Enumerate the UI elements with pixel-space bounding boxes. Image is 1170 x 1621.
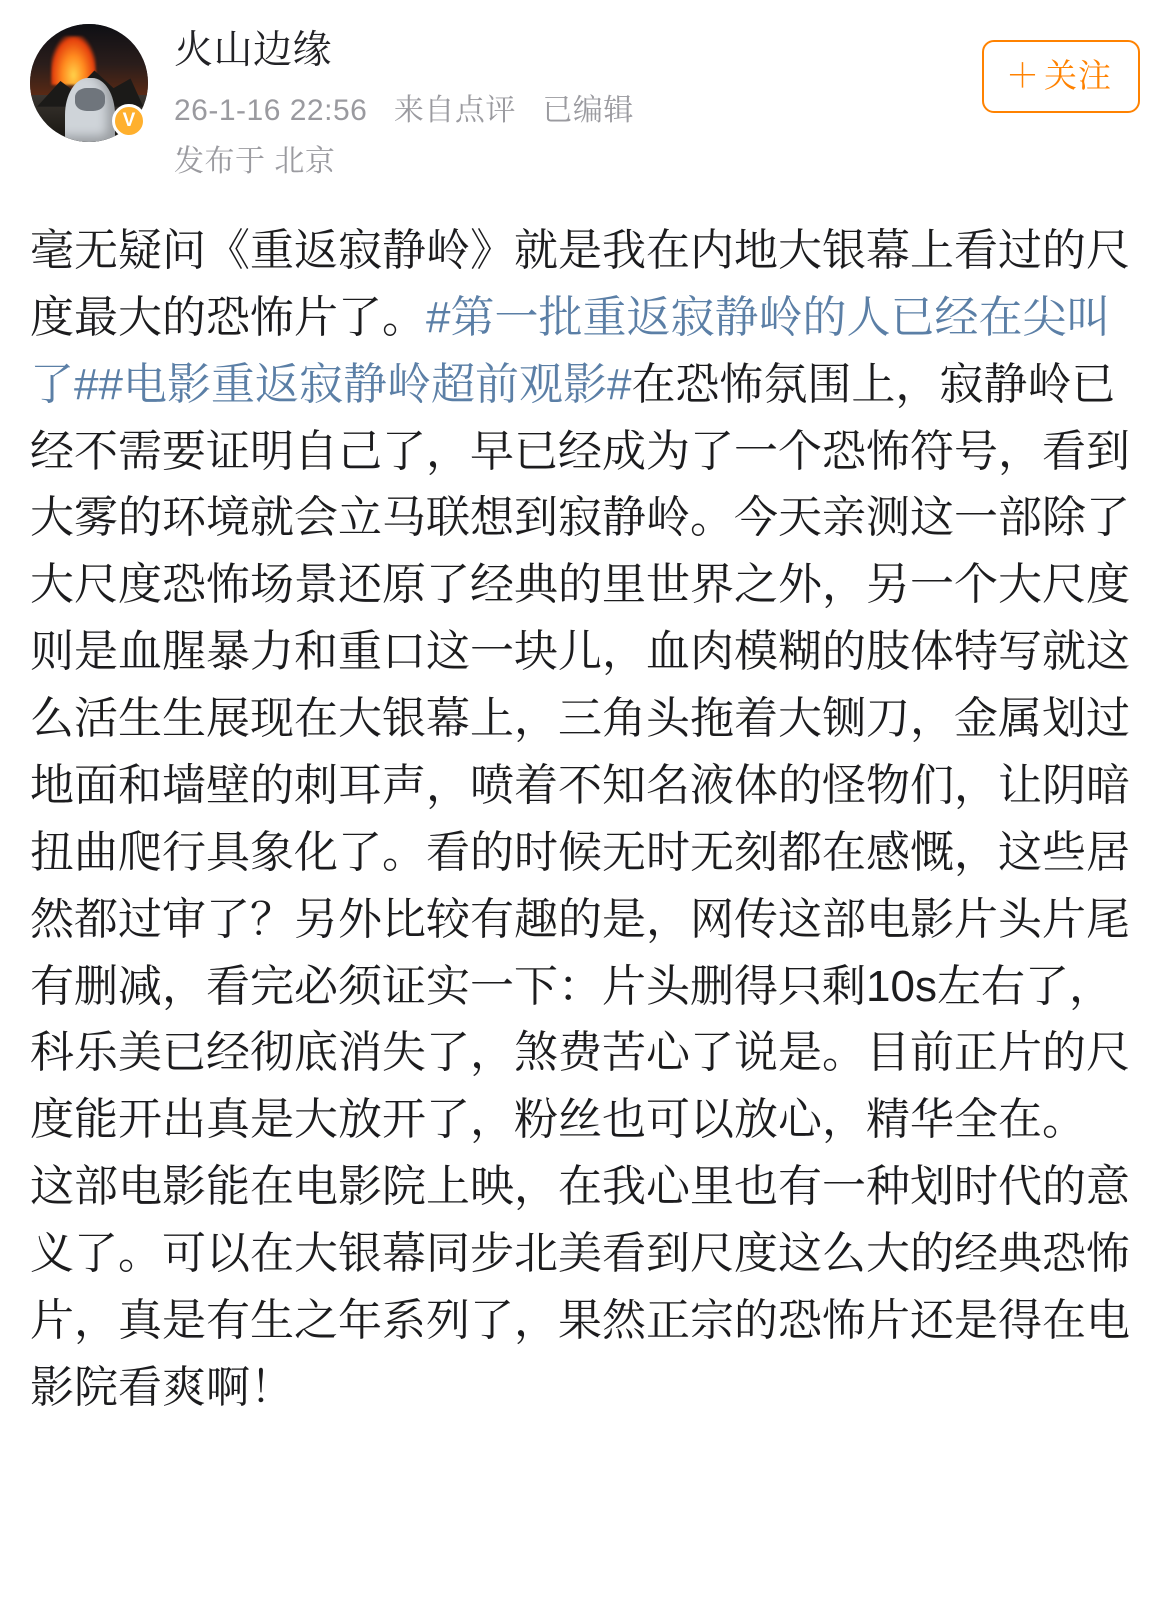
topic-link-2[interactable]: #电影重返寂静岭超前观影# (98, 359, 632, 409)
post-timestamp: 26-1-16 22:56 (174, 93, 368, 127)
follow-button-label: 关注 (1044, 57, 1112, 94)
post-edited-flag: 已编辑 (542, 93, 634, 127)
post-source[interactable]: 来自点评 (393, 93, 516, 127)
follow-button[interactable] (982, 40, 1140, 113)
post-subline (174, 89, 982, 133)
post-text-segment-1: 毫无疑问《重返寂静岭》就是我在内地大银幕上看过的尺度最大的恐怖片了。 (30, 225, 1130, 342)
author-name[interactable]: 火山边缘 (174, 29, 333, 72)
post-location: 发布于 北京 (174, 145, 336, 179)
post-content (30, 218, 1140, 1422)
post-paragraph-2: 这部电影能在电影院上映，在我心里也有一种划时代的意义了。可以在大银幕同步北美看到尺度这么大的经典恐怖片，真是有生之年系列了，果然正宗的恐怖片还是得在电影院看爽啊！ (30, 1162, 1130, 1412)
plus-icon: ＋ (1006, 57, 1040, 94)
topic-link-1[interactable]: #第一批重返寂静岭的人已经在尖叫了# (30, 292, 1111, 409)
verified-badge-icon: V (112, 104, 146, 138)
post-text-segment-2: 在恐怖氛围上，寂静岭已经不需要证明自己了，早已经成为了一个恐怖符号，看到大雾的环境就会立马联想到寂静岭。今天亲测这一部除了大尺度恐怖场景还原了经典的里世界之外，另一个大尺度则是血腥暴力和重口这一块儿，血肉模糊的肢体特写就这么活生生展现在大银幕上，三角头拖着大铡刀，金属划过地面和墙壁的刺耳声，喷着不知名液体的怪物们，让阴暗扭曲爬行具象化了。看的时候无时无刻都在感慨，这些居然都过审了？另外比较有趣的是，网传这部电影片头片尾有删减，看完必须证实一下：片头删得只剩10s左右了，科乐美已经彻底消失了，煞费苦心了说是。目前正片的尺度能开出真是大放开了，粉丝也可以放心，精华全在。 (30, 359, 1130, 1145)
post-paragraph-1 (30, 218, 1140, 1154)
avatar[interactable] (30, 24, 148, 142)
avatar-person (65, 78, 115, 142)
post-header (30, 24, 1140, 184)
post-meta (174, 24, 982, 184)
